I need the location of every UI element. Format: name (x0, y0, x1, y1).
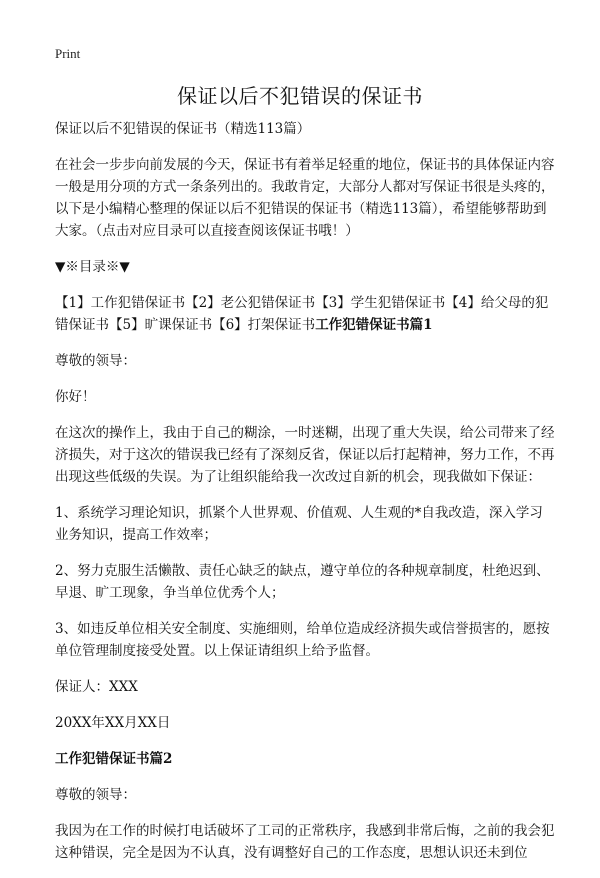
toc-link[interactable]: 【5】旷课保证书 (109, 317, 213, 333)
page-title: 保证以后不犯错误的保证书 (177, 84, 423, 108)
list-item: 3、如违反单位相关安全制度、实施细则，给单位造成经济损失或信誉损害的，愿按单位管理制度接受处置。以上保证请组织上给予监督。 (55, 621, 550, 659)
document-body (55, 118, 555, 878)
section-heading: 工作犯错保证书篇1 (315, 317, 433, 333)
toc-link[interactable]: 【6】打架保证书 (212, 317, 316, 333)
toc-link[interactable]: 【4】给父母的犯错保证书 (55, 295, 549, 333)
section-heading: 工作犯错保证书篇2 (55, 751, 173, 767)
salutation: 尊敬的领导： (55, 353, 136, 369)
toc-heading: ▼※目录※▼ (55, 259, 130, 275)
toc-link[interactable]: 【1】工作犯错保证书 (55, 295, 186, 311)
date: 20XX年XX月XX日 (55, 715, 171, 731)
signer: 保证人：XXX (55, 679, 138, 695)
body-paragraph: 在这次的操作上，我由于自己的糊涂，一时迷糊，出现了重大失误，给公司带来了经济损失，对于这次的错误我已经有了深刻反省，保证以后打起精神，努力工作，不再出现这些低级的失误。为了让组织能给我一次改过自新的机会，现我做如下保证： (55, 425, 555, 485)
toc-link[interactable]: 【3】学生犯错保证书 (315, 295, 446, 311)
toc-link[interactable]: 【2】老公犯错保证书 (185, 295, 316, 311)
print-link[interactable]: Print (55, 46, 81, 61)
list-item: 1、系统学习理论知识，抓紧个人世界观、价值观、人生观的*自我改造，深入学习业务知识，提高工作效率； (55, 505, 543, 543)
intro-paragraph: 在社会一步步向前发展的今天，保证书有着举足轻重的地位，保证书的具体保证内容一般是用分项的方式一条条列出的。我敢肯定，大部分人都对写保证书很是头疼的，以下是小编精心整理的保证以后不犯错误的保证书（精选113篇），希望能够帮助到大家。（点击对应目录可以直接查阅该保证书哦！） (55, 157, 555, 239)
body-paragraph: 我因为在工作的时候打电话破坏了工司的正常秩序，我感到非常后悔，之前的我会犯这种错误，完全是因为不认真，没有调整好自己的工作态度，思想认识还未到位 (55, 823, 555, 861)
greeting: 你好！ (55, 389, 96, 405)
salutation: 尊敬的领导： (55, 787, 136, 803)
list-item: 2、努力克服生活懒散、责任心缺乏的缺点，遵守单位的各种规章制度，杜绝迟到、早退、旷工现象，争当单位优秀个人； (55, 563, 550, 601)
table-of-contents (55, 292, 555, 336)
document-subtitle: 保证以后不犯错误的保证书（精选113篇） (55, 121, 311, 137)
